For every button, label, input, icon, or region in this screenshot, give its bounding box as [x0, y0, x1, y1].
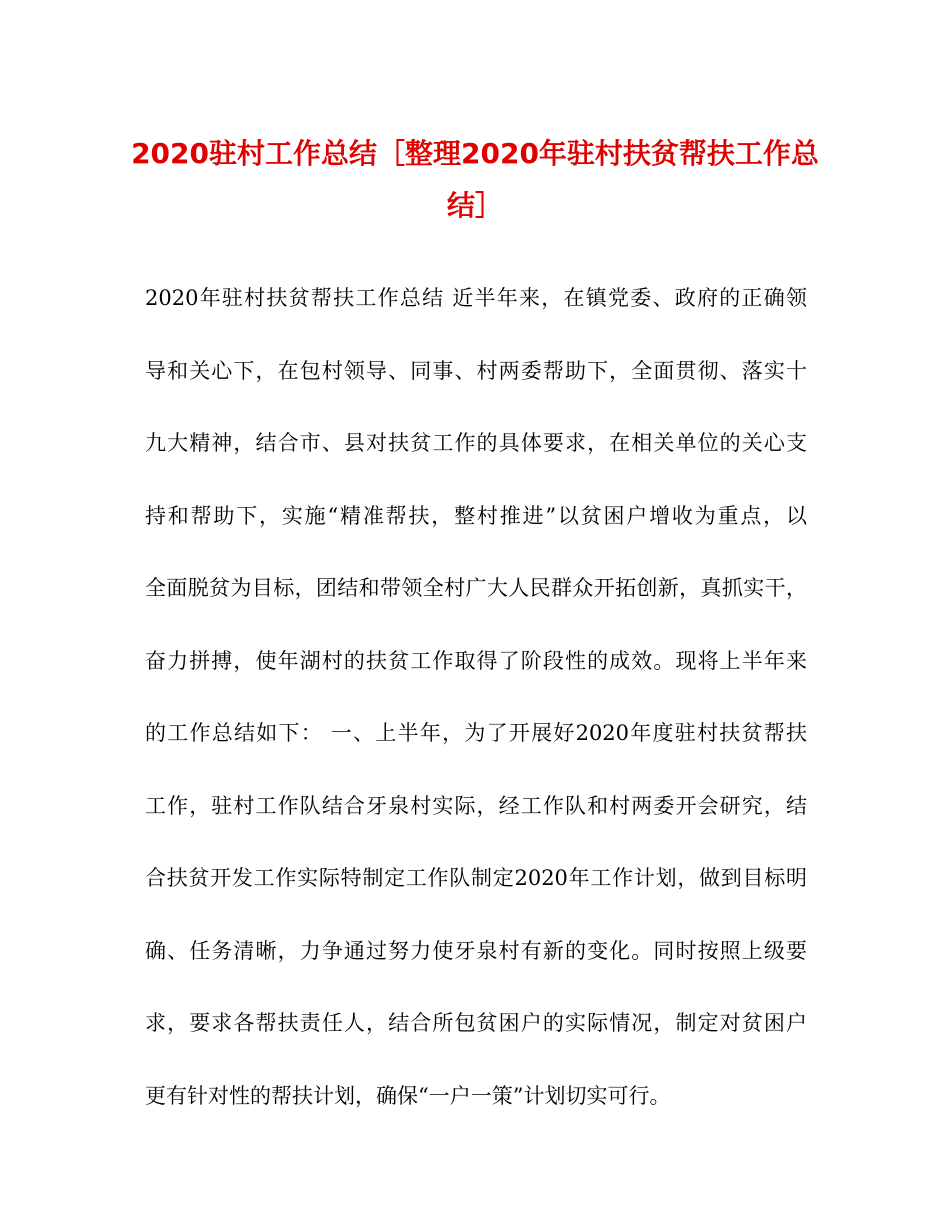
body-line: 的工作总结如下： 一、上半年，为了开展好2020年度驻村扶贫帮扶 — [145, 721, 807, 745]
title-line-2: 结］ — [446, 189, 503, 222]
body-line: 奋力拼搏，使年湖村的扶贫工作取得了阶段性的成效。现将上半年来 — [145, 648, 807, 673]
body-line: 导和关心下，在包村领导、同事、村两委帮助下，全面贯彻、落实十 — [145, 358, 807, 383]
body-line: 2020年驻村扶贫帮扶工作总结 近半年来，在镇党委、政府的正确领 — [145, 286, 807, 310]
body-line: 合扶贫开发工作实际特制定工作队制定2020年工作计划，做到目标明 — [145, 866, 807, 890]
title-line-1: 2020驻村工作总结［整理2020年驻村扶贫帮扶工作总 — [131, 137, 819, 170]
document-title — [130, 128, 820, 232]
body-line: 求，要求各帮扶责任人，结合所包贫困户的实际情况，制定对贫困户 — [145, 1011, 807, 1035]
body-line: 全面脱贫为目标，团结和带领全村广大人民群众开拓创新，真抓实干， — [145, 576, 807, 600]
body-line: 工作，驻村工作队结合牙泉村实际，经工作队和村两委开会研究，结 — [145, 793, 807, 818]
body-line: 九大精神，结合市、县对扶贫工作的具体要求，在相关单位的关心支 — [145, 431, 807, 455]
body-paragraph — [145, 262, 807, 1132]
body-line: 更有针对性的帮扶计划，确保“一户一策”计划切实可行。 — [145, 1083, 671, 1108]
body-line: 持和帮助下，实施“精准帮扶，整村推进”以贫困户增收为重点，以 — [145, 503, 807, 528]
body-line: 确、任务清晰，力争通过努力使牙泉村有新的变化。同时按照上级要 — [145, 938, 807, 963]
